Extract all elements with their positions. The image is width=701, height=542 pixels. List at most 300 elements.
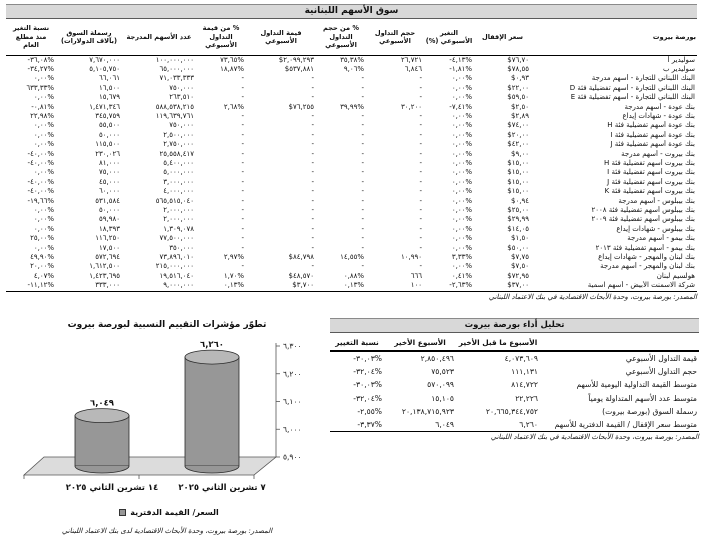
cell-name: بنك بيروت أسهم تفضيلية فئة I xyxy=(607,168,695,177)
cell-vol: - xyxy=(419,83,422,92)
cell-close: $٧٦,٧٠ xyxy=(507,55,529,64)
cell-volp: - xyxy=(361,74,364,83)
cell-val: - xyxy=(311,149,314,158)
cell-volp: - xyxy=(361,187,364,196)
cell-volp: - xyxy=(361,93,364,102)
cell-vol: ٦,٨٤٦ xyxy=(404,64,422,73)
cell-name: بنك بيروت أسهم تفضيلية فئة J xyxy=(607,177,695,186)
cell-valp: - xyxy=(241,121,244,130)
table-row xyxy=(6,140,697,149)
cell-name: بنك لبنان والمهجر - شهادات إيداع xyxy=(598,253,695,262)
cell-cap: ٨١,٠٠٠ xyxy=(98,158,120,167)
cell-chg: ٠,٠٠% xyxy=(451,168,472,177)
cell-cap: ٣٣٣,٠٠٠ xyxy=(95,281,120,290)
cell-volp: - xyxy=(361,83,364,92)
cell-cap: ٥٧٢,٦٩٤ xyxy=(95,253,120,262)
cell-shares: ٦٥,٠٠٠,٠٠٠ xyxy=(159,64,194,73)
cell-val: - xyxy=(311,111,314,120)
cell-chg: ٠,٠٠% xyxy=(451,243,472,252)
cell-val: $٣,٧٠٠ xyxy=(292,281,314,290)
cell-valp: - xyxy=(241,83,244,92)
cell-val: - xyxy=(311,187,314,196)
cell-name: بنك بيمو - أسهم تفضيلية فئة ٢٠١٣ xyxy=(595,243,695,252)
cell-valp: ٢,٩٧% xyxy=(223,253,244,262)
cell-name: البنك اللبناني للتجارة - أسهم مدرجة xyxy=(591,74,695,83)
ana-cell-prev: ٢٢,٢٢٦ xyxy=(515,393,538,403)
cell-ytd: -١١,١٢% xyxy=(27,281,54,290)
cell-val: - xyxy=(311,262,314,271)
cell-valp: - xyxy=(241,168,244,177)
cell-ytd: ٠,٠٠% xyxy=(33,140,54,149)
cell-shares: ٤,٠٠٠,٠٠٠ xyxy=(163,187,194,196)
cell-vol: - xyxy=(419,168,422,177)
cell-cap: ٥٣١,٥٨٤ xyxy=(95,196,120,205)
cell-chg: ٠,٠٠% xyxy=(451,187,472,196)
cell-chg: ٠,٠٠% xyxy=(451,177,472,186)
cell-shares: ٧١,٠٣٣,٣٣٣ xyxy=(159,74,194,83)
cell-name: بنك بيبلوس أسهم تفضيلية فئة ٢٠٠٩ xyxy=(591,215,695,224)
ana-cell-label: متوسط عدد الأسهم المتداولة يومياً xyxy=(588,393,697,403)
col-weekly-change: التغير الأسبوعي (%) xyxy=(424,19,474,55)
cell-valp: - xyxy=(241,234,244,243)
cell-chg: -٧,٤١% xyxy=(449,102,472,111)
bar-cylinder xyxy=(75,416,129,466)
cell-name: بنك عودة أسهم تفضيلية فئة J xyxy=(610,140,695,149)
ana-cell-last: ٧٥,٥٢٣ xyxy=(431,367,454,377)
ana-cell-prev: ٢٠,٦٦٥,٣٤٤,٧٥٢ xyxy=(485,406,538,416)
cell-close: $٥٠,٠٠ xyxy=(507,243,529,252)
ana-cell-label: متوسط القيمة التداولية اليومية للأسهم xyxy=(576,380,697,390)
cell-shares: ٩,٠٠٠,٠٠٠ xyxy=(163,281,194,290)
cell-vol: - xyxy=(419,206,422,214)
cell-name: بنك بيمو - أسهم مدرجة xyxy=(627,234,695,243)
cell-volp: ٣٥,٣٨% xyxy=(340,55,364,64)
cell-shares: ٢,٠٠٠,٠٠٠ xyxy=(163,206,194,214)
cell-ytd: -٤٠,٠٠% xyxy=(27,149,54,158)
x-category-label: ١٤ تشرين الثاني ٢٠٢٥ xyxy=(65,483,159,493)
cell-ytd: ٠,٠٠% xyxy=(33,168,54,177)
cell-cap: ١٧,٥٠٠ xyxy=(98,243,120,252)
cell-name: بنك بيبلوس أسهم تفضيلية فئة ٢٠٠٨ xyxy=(591,206,695,214)
cell-name: البنك اللبناني للتجارة - أسهم تفضيلية فئة D xyxy=(569,83,695,92)
cell-val: - xyxy=(311,224,314,233)
cell-chg: ٠,٠٠% xyxy=(451,196,472,205)
cell-cap: ١١٥,٥٠٠ xyxy=(95,140,120,149)
chart-source: المصدر: بورصة بيروت، وحدة الأبحاث الاقتصادية لدى بنك الاعتماد اللبناني xyxy=(61,527,273,535)
chart-title: تطوّر مؤشرات التقييم النسبية لبورصة بيروت xyxy=(67,320,267,330)
bar-value-label: ٦,٢٦٠ xyxy=(200,340,224,351)
cell-close: $٢٩,٩٩ xyxy=(507,215,529,224)
cell-cap: ١٦,٥٠٠ xyxy=(98,83,120,92)
analysis-table-body xyxy=(330,351,699,432)
ana-cell-prev: ٨١٤,٧٢٢ xyxy=(511,380,538,390)
cell-ytd: ٠,٠٠% xyxy=(33,243,54,252)
cell-val: - xyxy=(311,196,314,205)
cell-shares: ٥,٠٠٠,٠٠٠ xyxy=(163,168,194,177)
cell-vol: ١٠,٩٩٠ xyxy=(400,253,422,262)
cell-shares: ٢,٧٥٠,٠٠٠ xyxy=(163,140,194,149)
col-market-cap: رسملة السوق (بآلاف الدولارات) xyxy=(56,19,122,55)
bar-chart-canvas xyxy=(16,334,318,502)
analysis-row xyxy=(330,392,699,405)
cell-valp: - xyxy=(241,111,244,120)
cell-valp: ٧٣,٦٥% xyxy=(220,55,244,64)
cell-shares: ١٠٠,٠٠٠,٠٠٠ xyxy=(155,55,194,64)
cell-ytd: ٠,٠٠% xyxy=(33,215,54,224)
y-tick-label: ٦,٠٠٠ xyxy=(283,424,302,434)
cell-cap: ٧,٦٧٠,٠٠٠ xyxy=(89,55,120,64)
analysis-table xyxy=(330,334,699,432)
table-row xyxy=(6,131,697,140)
cell-shares: ٧٥٠,٠٠٠ xyxy=(169,121,194,130)
cell-valp: - xyxy=(241,196,244,205)
table-row xyxy=(6,159,697,168)
analysis-row xyxy=(330,418,699,432)
cell-vol: - xyxy=(419,140,422,149)
table-row xyxy=(6,262,697,271)
cell-val: - xyxy=(311,158,314,167)
cell-ytd: ٢٢,٩٨% xyxy=(30,111,54,120)
ana-cell-change: -٣,٣٧% xyxy=(357,420,382,430)
table-row xyxy=(6,178,697,187)
ana-cell-last: ٢,٨٥٠,٤٩٦ xyxy=(420,354,454,363)
cell-chg: ٠,٠٠% xyxy=(451,74,472,83)
cell-close: $٧٢,٩٥ xyxy=(507,271,529,280)
col-weekly-value: قيمة التداول الأسبوعي xyxy=(246,19,316,55)
cell-volp: - xyxy=(361,111,364,120)
table-row xyxy=(6,244,697,253)
ana-cell-prev: ٤,٠٧٣,٦٠٩ xyxy=(504,354,538,363)
cell-close: $٧,٥٠ xyxy=(511,262,529,271)
cell-vol: - xyxy=(419,187,422,196)
cell-volp: - xyxy=(361,243,364,252)
cell-chg: ٠,٠٠% xyxy=(451,224,472,233)
cell-cap: ٥,١٠٥,٧٥٠ xyxy=(89,64,120,73)
table-row xyxy=(6,197,697,206)
ana-cell-label: قيمة التداول الأسبوعي xyxy=(625,354,697,363)
cell-val: - xyxy=(311,140,314,149)
cell-close: $٠,٩٣ xyxy=(511,74,529,83)
cell-val: - xyxy=(311,234,314,243)
cell-ytd: ٠,٠٠% xyxy=(33,206,54,214)
chart-legend xyxy=(10,508,324,517)
cell-val: $٧٦,٢٥٥ xyxy=(288,102,314,111)
cell-cap: ١,٦١٢,٥٠٠ xyxy=(89,262,120,271)
cell-cap: ١١٦,٢٥٠ xyxy=(95,234,120,243)
cell-shares: ٢١٥,٠٠٠,٠٠٠ xyxy=(155,262,194,271)
ana-cell-change: -٣٠,٠٣% xyxy=(353,380,382,390)
cell-chg: ٣,٣٣% xyxy=(451,253,472,262)
cell-cap: ٥٠,٠٠٠ xyxy=(98,206,120,214)
cell-name: بنك عودة - أسهم مدرجة xyxy=(624,102,695,111)
cell-name: شركة الاسمنت الأبيض - أسهم اسمية xyxy=(587,281,695,290)
cell-valp: ٠,١٣% xyxy=(223,281,244,290)
ana-col-last-week: الأسبوع الأخير xyxy=(384,334,456,351)
cell-valp: - xyxy=(241,224,244,233)
cell-shares: ٧٧,٥٠٠,٠٠٠ xyxy=(159,234,194,243)
cell-ytd: ٠,٠٠% xyxy=(33,130,54,139)
cell-volp: - xyxy=(361,158,364,167)
ana-cell-last: ٦,٠٤٩ xyxy=(435,420,454,430)
analysis-table-section xyxy=(330,318,699,441)
cell-name: سوليدير ب xyxy=(662,64,695,73)
cell-valp: ١,٧٠% xyxy=(223,271,244,280)
cell-volp: - xyxy=(361,130,364,139)
cell-close: $١٥,٠٠ xyxy=(507,177,529,186)
cell-valp: - xyxy=(241,187,244,196)
cell-valp: - xyxy=(241,140,244,149)
cell-volp: - xyxy=(361,215,364,224)
table-row xyxy=(6,150,697,159)
y-tick-label: ٥,٩٠٠ xyxy=(283,452,302,462)
ana-cell-last: ٢٠,١٣٨,٧١٥,٩٢٣ xyxy=(401,406,454,416)
cell-valp: - xyxy=(241,93,244,102)
table-row xyxy=(6,272,697,281)
cell-shares: ١,٣٠٩,٠٧٨ xyxy=(163,224,194,233)
cell-vol: - xyxy=(419,224,422,233)
cell-vol: - xyxy=(419,111,422,120)
cell-vol: - xyxy=(419,74,422,83)
cell-chg: ٠,٠٠% xyxy=(451,234,472,243)
cell-shares: ٢,٥٠٠,٠٠٠ xyxy=(163,130,194,139)
cell-close: $٣٧,٠٠ xyxy=(507,281,529,290)
cell-vol: - xyxy=(419,215,422,224)
cell-close: $٢,٨٩ xyxy=(511,111,529,120)
cell-cap: ١,٤٢٣,٦٩٥ xyxy=(89,271,120,280)
cell-val: - xyxy=(311,83,314,92)
market-table-header-row xyxy=(6,19,697,55)
cell-val: $٥٣٧,٨٨١ xyxy=(284,64,314,73)
x-category-label: ٧ تشرين الثاني ٢٠٢٥ xyxy=(178,483,266,493)
table-row xyxy=(6,55,697,65)
cell-val: - xyxy=(311,206,314,214)
market-table-body xyxy=(6,55,697,291)
cell-shares: ١١٩,٦٣٩,٧٦١ xyxy=(155,111,194,120)
cell-close: $٠,٩٤ xyxy=(511,196,529,205)
cell-val: - xyxy=(311,121,314,130)
cell-shares: ٥٨٨,٥٣٨,٢١٥ xyxy=(155,102,194,111)
cell-vol: - xyxy=(419,149,422,158)
cell-volp: ١٤,٥٥% xyxy=(340,253,364,262)
cell-shares: ٧٣,٨٩٦,٠١٠ xyxy=(159,253,194,262)
cell-vol: - xyxy=(419,234,422,243)
analysis-row xyxy=(330,378,699,391)
y-tick-label: ٦,١٠٠ xyxy=(283,397,302,407)
cell-close: $١,٥٠ xyxy=(511,234,529,243)
ana-cell-label: رسملة السوق (بورصة بيروت) xyxy=(602,406,697,416)
analysis-row xyxy=(330,365,699,378)
cell-name: هولسيم لبنان xyxy=(656,271,695,280)
cell-cap: ١٨,٣٩٣ xyxy=(98,224,120,233)
cell-val: $٢,٠٩٩,٢٩٣ xyxy=(278,55,314,64)
cell-vol: ١٠٠ xyxy=(410,281,422,290)
cell-ytd: -٣٦,٠٨% xyxy=(27,55,54,64)
cell-val: - xyxy=(311,93,314,102)
cell-name: بنك بيروت أسهم تفضيلية فئة K xyxy=(604,187,695,196)
cell-vol: - xyxy=(419,93,422,102)
cell-cap: ٥٩,٩٨٠ xyxy=(98,215,120,224)
cell-cap: ٦٠,٠٠٠ xyxy=(98,187,120,196)
table-row xyxy=(6,93,697,102)
cell-valp: - xyxy=(241,149,244,158)
valuation-chart xyxy=(10,320,324,535)
cell-cap: ٧٥,٠٠٠ xyxy=(98,168,120,177)
cell-close: $٢,٥٠ xyxy=(511,102,529,111)
cell-volp: - xyxy=(361,196,364,205)
cell-close: $٢٢,٠٠ xyxy=(507,83,529,92)
cell-valp: - xyxy=(241,130,244,139)
cell-name: البنك اللبناني للتجارة - أسهم تفضيلية فئة E xyxy=(570,93,695,102)
cell-chg: ٠,٠٠% xyxy=(451,215,472,224)
cell-chg: -٢,٦٣% xyxy=(449,281,472,290)
cell-close: $٢٥,٠٠ xyxy=(507,206,529,214)
cell-ytd: ٠,٠٠% xyxy=(33,121,54,130)
ana-cell-change: -٣٢,٠٤% xyxy=(353,393,382,403)
cell-ytd: ٠,٠٠% xyxy=(33,93,54,102)
cell-close: $٧٤,٠٠ xyxy=(507,121,529,130)
cell-vol: - xyxy=(419,177,422,186)
cell-name: بنك بيروت - أسهم مدرجة xyxy=(621,149,695,158)
analysis-table-header-row xyxy=(330,334,699,351)
cell-valp: - xyxy=(241,262,244,271)
cell-close: $٢٠,٠٠ xyxy=(507,130,529,139)
col-weekly-volume: حجم التداول الأسبوعي xyxy=(366,19,424,55)
cell-close: $٧٨,٥٥ xyxy=(507,64,529,73)
cell-val: - xyxy=(311,168,314,177)
table-row xyxy=(6,65,697,74)
market-table-section xyxy=(6,4,697,301)
cell-cap: ١٥,٦٧٩ xyxy=(98,93,120,102)
cell-close: $٤٢,٠٠ xyxy=(507,140,529,149)
cell-vol: - xyxy=(419,158,422,167)
cell-cap: ٥٠,٠٠٠ xyxy=(98,130,120,139)
bar-value-label: ٦,٠٤٩ xyxy=(90,398,114,409)
cell-vol: - xyxy=(419,121,422,130)
col-exchange: بورصة بيروت xyxy=(531,19,697,55)
cell-volp: - xyxy=(361,224,364,233)
cell-ytd: ٢٠,٠٠% xyxy=(30,262,54,271)
cell-cap: ١,٤٧١,٣٤٦ xyxy=(89,102,120,111)
cell-val: - xyxy=(311,177,314,186)
market-table-source: المصدر: بورصة بيروت، وحدة الأبحاث الاقتصادية في بنك الاعتماد اللبناني xyxy=(488,292,697,301)
ana-cell-change: -٣٢,٠٤% xyxy=(353,367,382,377)
cell-chg: ٠,٤١% xyxy=(451,271,472,280)
market-table-title: سوق الأسهم اللبنانية xyxy=(6,4,697,19)
cell-ytd: -٤٠,٠٠% xyxy=(27,177,54,186)
ana-cell-last: ٥٧٠,٠٩٩ xyxy=(427,380,454,390)
cell-volp: - xyxy=(361,177,364,186)
cell-ytd: ٠,٠٠% xyxy=(33,74,54,83)
cell-shares: ٢,٠٠٠,٠٠٠ xyxy=(163,215,194,224)
cell-close: $٥٩,٥٠ xyxy=(507,93,529,102)
cell-close: $١٥,٠٠ xyxy=(507,187,529,196)
cell-name: بنك عودة أسهم تفضيلية فئة H xyxy=(607,121,695,130)
bar-cylinder xyxy=(185,357,239,466)
table-row xyxy=(6,187,697,196)
analysis-table-source: المصدر: بورصة بيروت، وحدة الأبحاث الاقتصادية في بنك الاعتماد اللبناني xyxy=(490,433,699,442)
cell-vol: ٣٠,٢٠٠ xyxy=(400,102,422,111)
cell-vol: - xyxy=(419,130,422,139)
cell-close: $١٥,٠٠ xyxy=(507,158,529,167)
cell-ytd: -١٩,٦٦% xyxy=(27,196,54,205)
ana-cell-label: حجم التداول الأسبوعي xyxy=(625,367,697,377)
ana-col-change: نسبة التغيير xyxy=(330,334,384,351)
cell-ytd: ٤,٠٧% xyxy=(33,271,54,280)
cell-valp: - xyxy=(241,177,244,186)
cell-cap: ٥٥,٥٠٠ xyxy=(98,121,120,130)
cell-volp: ٩,٠٦% xyxy=(343,64,364,73)
col-ytd-change: نسبة التغير منذ مطلع العام xyxy=(6,19,56,55)
cell-shares: ٥٦٥,٥١٥,٠٤٠ xyxy=(155,196,194,205)
cell-close: $٧,٧٥ xyxy=(511,253,529,262)
cell-val: - xyxy=(311,243,314,252)
cell-cap: ٦٦,٠٦١ xyxy=(98,74,120,83)
table-row xyxy=(6,112,697,121)
cell-valp: - xyxy=(241,243,244,252)
ana-cell-prev: ٦,٢٦٠ xyxy=(519,420,538,430)
col-listed-shares: عدد الأسهم المدرجة xyxy=(122,19,196,55)
cell-valp: - xyxy=(241,158,244,167)
cell-vol: ٦٦٦ xyxy=(410,271,422,280)
table-row xyxy=(6,225,697,234)
cell-cap: ٤٥,٠٠٠ xyxy=(98,177,120,186)
cell-valp: ٢,٦٨% xyxy=(223,102,244,111)
table-row xyxy=(6,234,697,243)
cell-cap: ٢٣٠,٠٢٦ xyxy=(95,149,120,158)
cell-cap: ٣٤٥,٧٥٩ xyxy=(95,111,120,120)
cell-close: $١٤,٠٥ xyxy=(507,224,529,233)
cell-vol: ٢٦,٧٢١ xyxy=(400,55,422,64)
cell-val: $٨٤,٧٩٨ xyxy=(288,253,314,262)
cell-shares: ٢٥,٥٥٨,٤١٧ xyxy=(159,149,194,158)
ana-cell-prev: ١١١,١٣١ xyxy=(511,367,538,377)
col-pct-volume: % من حجم التداول الأسبوعي xyxy=(316,19,366,55)
market-table xyxy=(6,19,697,292)
table-row xyxy=(6,74,697,83)
cell-chg: ٠,٠٠% xyxy=(451,111,472,120)
table-row xyxy=(6,121,697,130)
cell-valp: ١٨,٨٧% xyxy=(220,64,244,73)
cell-volp: ٠,٨٨% xyxy=(343,271,364,280)
cell-shares: ٣٥٠,٠٠٠ xyxy=(169,243,194,252)
cell-ytd: ٢٥,٠٠% xyxy=(30,234,54,243)
cell-name: بنك لبنان والمهجر - أسهم مدرجة xyxy=(600,262,695,271)
analysis-row xyxy=(330,405,699,418)
cell-valp: - xyxy=(241,74,244,83)
cell-chg: ٠,٠٠% xyxy=(451,140,472,149)
cell-name: بنك عودة أسهم تفضيلية فئة I xyxy=(610,130,695,139)
cell-val: - xyxy=(311,130,314,139)
cell-volp: ٠,١٣% xyxy=(343,281,364,290)
table-row xyxy=(6,253,697,262)
col-pct-value: % من قيمة التداول الأسبوعي xyxy=(196,19,246,55)
cell-volp: - xyxy=(361,262,364,271)
chart-legend-label: السعر/ القيمة الدفترية xyxy=(130,508,219,517)
cell-ytd: -٣٤,٢٧% xyxy=(27,64,54,73)
cell-close: $١٥,٠٠ xyxy=(507,168,529,177)
cell-shares: ٧٥٠,٠٠٠ xyxy=(169,83,194,92)
cell-val: - xyxy=(311,215,314,224)
col-close-price: سعر الإقفال xyxy=(474,19,531,55)
cell-shares: ٥,٤٠٠,٠٠٠ xyxy=(163,158,194,167)
cell-shares: ٢٦٣,٥١٠ xyxy=(169,93,194,102)
cell-ytd: -٤٠,٠٠% xyxy=(27,187,54,196)
y-tick-label: ٦,٣٠٠ xyxy=(283,341,302,351)
analysis-table-title: تحليل أداء بورصة بيروت xyxy=(330,318,699,333)
cell-name: بنك بيروت أسهم تفضيلية فئة H xyxy=(603,158,695,167)
cell-name: بنك عودة - شهادات إيداع xyxy=(622,111,695,120)
cell-valp: - xyxy=(241,215,244,224)
